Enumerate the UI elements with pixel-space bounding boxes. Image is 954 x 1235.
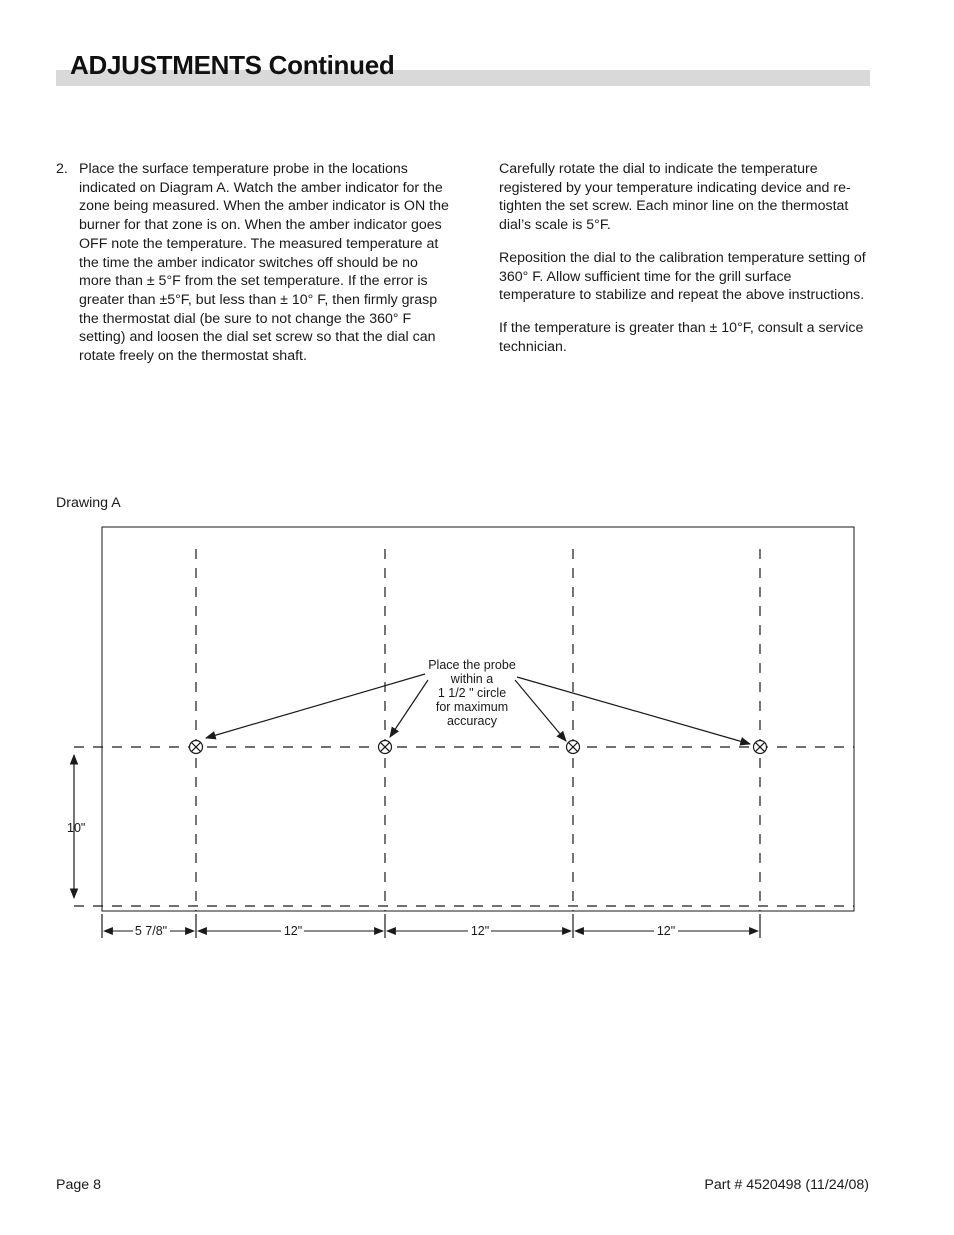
drawing-label: Drawing A — [56, 495, 121, 511]
part-number: Part # 4520498 (11/24/08) — [704, 1177, 869, 1193]
callout-line-2: within a — [450, 672, 494, 686]
step-2-text: Place the surface temperature probe in the locations indicated on Diagram A. Watch the amber indicator for the zone being measured. When the amber indicator is ON the burner for that zone is on. When the amber indicator goes OFF note the temperature. The measured temperature at the time the amber indicator switches off should be no more than ± 5°F from the set temperature. If the error is greater than ±5°F, but less than ± 10° F, then firmly grasp the thermostat dial (be sure to not change the 360° F setting) and loosen the dial set screw so that the dial can rotate freely on the thermostat shaft. — [79, 161, 449, 365]
callout-arrow-1 — [206, 674, 425, 738]
page-title: ADJUSTMENTS Continued — [70, 50, 395, 80]
paragraph-consult-technician: If the temperature is greater than ± 10°F, consult a service technician. — [499, 319, 864, 355]
probe-callout — [428, 658, 516, 728]
callout-line-1: Place the probe — [428, 658, 516, 672]
circle-x-icon — [190, 741, 203, 754]
vertical-dimension-label: 10" — [67, 821, 86, 835]
paragraph-reposition-dial: Reposition the dial to the calibration temperature setting of 360° F. Allow sufficient time for the grill surface temperature to stabilize and repeat the above instructions. — [499, 249, 866, 304]
paragraph-rotate-dial: Carefully rotate the dial to indicate the temperature registered by your temperature indicating device and re-tighten the set screw. Each minor line on the thermostat dial’s scale is 5°F. — [499, 161, 851, 234]
circle-x-icon — [567, 741, 580, 754]
callout-line-5: accuracy — [446, 714, 498, 728]
callout-arrow-4 — [517, 677, 750, 744]
dimension-label-offset: 5 7/8" — [134, 924, 168, 938]
dimension-label-zone-3: 12" — [656, 924, 676, 938]
page-number: Page 8 — [56, 1177, 101, 1193]
callout-line-3: 1 1/2 " circle — [437, 686, 507, 700]
callout-line-4: for maximum — [435, 700, 509, 714]
dimension-label-zone-2: 12" — [470, 924, 490, 938]
step-number: 2. — [56, 161, 68, 177]
circle-x-icon — [754, 741, 767, 754]
zone-centerlines — [196, 549, 760, 911]
callout-arrow-2 — [390, 680, 428, 737]
dimension-label-zone-1: 12" — [283, 924, 303, 938]
circle-x-icon — [379, 741, 392, 754]
